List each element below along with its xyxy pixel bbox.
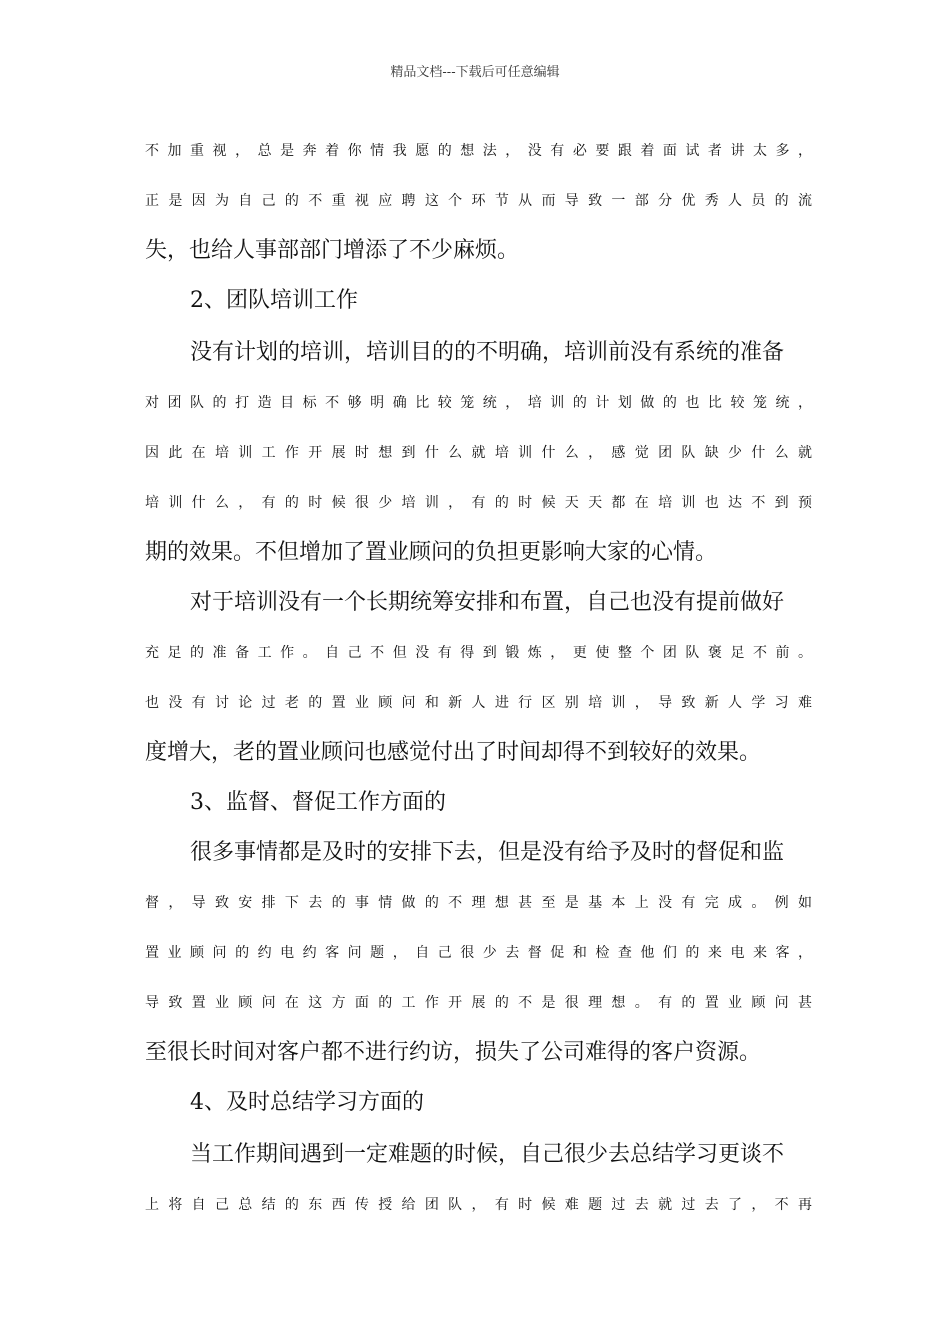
body-text-line: 置业顾问的约电约客问题，自己很少去督促和检查他们的来电来客， <box>145 945 812 961</box>
body-text-line: 充足的准备工作。自己不但没有得到锻炼，更使整个团队褒足不前。 <box>145 645 812 661</box>
section-heading: 2、团队培训工作 <box>190 288 358 313</box>
body-text-line: 督，导致安排下去的事情做的不理想甚至是基本上没有完成。例如 <box>145 895 812 911</box>
body-text-line: 上将自己总结的东西传授给团队，有时候难题过去就过去了，不再 <box>145 1197 812 1213</box>
body-text-line: 因此在培训工作开展时想到什么就培训什么，感觉团队缺少什么就 <box>145 445 812 461</box>
section-heading: 3、监督、督促工作方面的 <box>190 790 446 815</box>
body-text-line: 期的效果。不但增加了置业顾问的负担更影响大家的心情。 <box>145 540 718 565</box>
body-text-line: 度增大，老的置业顾问也感觉付出了时间却得不到较好的效果。 <box>145 740 762 765</box>
body-text-line: 培训什么，有的时候很少培训，有的时候天天都在培训也达不到预 <box>145 495 812 511</box>
body-text-line: 正是因为自己的不重视应聘这个环节从而导致一部分优秀人员的流 <box>145 193 812 209</box>
paragraph-first-line: 没有计划的培训，培训目的的不明确，培训前没有系统的准备 <box>190 340 785 365</box>
section-heading: 4、及时总结学习方面的 <box>190 1090 424 1115</box>
body-text-line: 也没有讨论过老的置业顾问和新人进行区别培训，导致新人学习难 <box>145 695 812 711</box>
body-text-line: 导致置业顾问在这方面的工作开展的不是很理想。有的置业顾问甚 <box>145 995 812 1011</box>
paragraph-first-line: 当工作期间遇到一定难题的时候，自己很少去总结学习更谈不 <box>190 1142 785 1167</box>
body-text-line: 对团队的打造目标不够明确比较笼统，培训的计划做的也比较笼统， <box>145 395 812 411</box>
body-text-line: 至很长时间对客户都不进行约访，损失了公司难得的客户资源。 <box>145 1040 762 1065</box>
paragraph-first-line: 对于培训没有一个长期统筹安排和布置，自己也没有提前做好 <box>190 590 785 615</box>
body-text-line: 不加重视，总是奔着你情我愿的想法，没有必要跟着面试者讲太多， <box>145 143 812 159</box>
paragraph-first-line: 很多事情都是及时的安排下去，但是没有给予及时的督促和监 <box>190 840 785 865</box>
page-header: 精品文档---下载后可任意编辑 <box>390 65 560 80</box>
body-text-line: 失，也给人事部部门增添了不少麻烦。 <box>145 238 520 263</box>
